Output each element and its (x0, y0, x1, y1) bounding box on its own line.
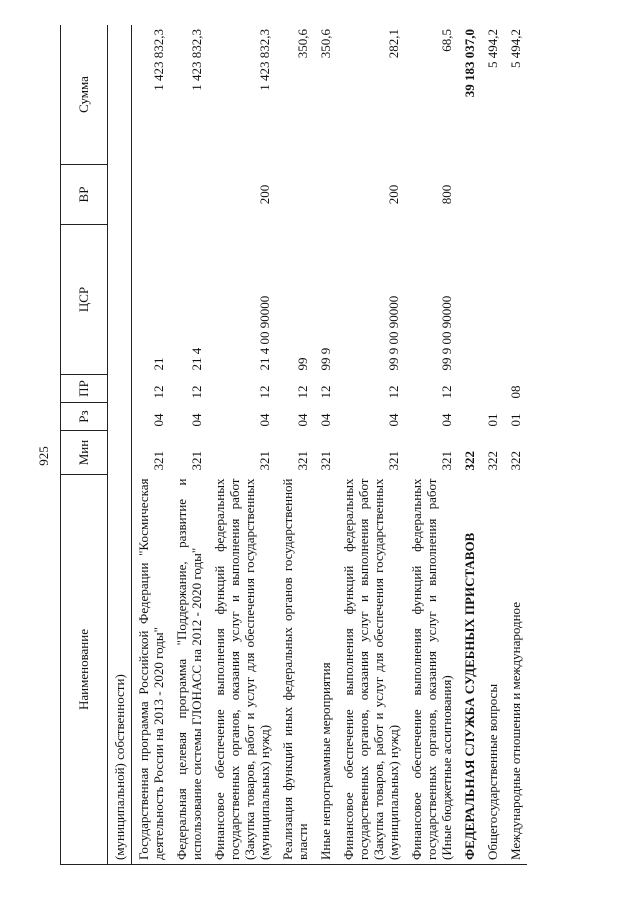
header-min: Мин (61, 431, 108, 475)
row-csr (108, 225, 132, 375)
row-sum: 1 423 832,3 (132, 25, 171, 165)
row-vr (481, 165, 504, 225)
row-csr: 99 (295, 357, 310, 371)
row-rz: 01 (485, 413, 500, 427)
row-name: Общегосударственные вопросы (481, 475, 504, 865)
row-rz: 04 (295, 413, 310, 427)
row-vr (314, 165, 337, 225)
row-min: 321 (386, 451, 401, 471)
header-vr: ВР (61, 165, 108, 225)
row-name: Федеральная целевая программа "Поддержание, развитие и использование системы ГЛОНАСС на 2012 - 2020 годы" (170, 475, 208, 865)
header-pr: ПР (61, 375, 108, 403)
row-vr (276, 165, 314, 225)
table-header-row (61, 25, 108, 865)
row-min: 322 (462, 451, 477, 471)
row-vr: 200 (257, 184, 272, 205)
row-csr (504, 225, 527, 375)
row-csr: 21 4 00 90000 (257, 295, 272, 371)
row-min: 322 (508, 451, 523, 471)
row-rz: 04 (189, 413, 204, 427)
row-pr: 12 (189, 385, 204, 399)
row-vr: 800 (439, 184, 454, 205)
row-sum: 5 494,2 (504, 25, 527, 165)
row-pr: 12 (257, 385, 272, 399)
row-sum: 1 423 832,3 (170, 25, 208, 165)
row-rz: 04 (318, 413, 333, 427)
row-csr (458, 225, 481, 375)
row-min: 321 (257, 451, 272, 471)
row-min: 321 (151, 451, 166, 471)
row-vr (504, 165, 527, 225)
row-name: Финансовое обеспечение выполнения функций федеральных государственных органов, оказания услуг и выполнения работ (Закупка товаров, работ и услуг для обеспечения государственных (муниципальных) нужд) (208, 475, 276, 865)
row-csr (481, 225, 504, 375)
row-rz: 01 (508, 413, 523, 427)
row-min: 321 (439, 451, 454, 471)
row-min: 321 (189, 451, 204, 471)
table-row (337, 25, 405, 865)
table-row (504, 25, 527, 865)
row-name: Государственная программа Российской Федерации "Космическая деятельность России на 2013 - 2020 годы" (132, 475, 171, 865)
row-pr: 08 (508, 385, 523, 399)
row-vr (132, 165, 171, 225)
page-number: 925 (36, 446, 51, 466)
row-pr: 12 (439, 385, 454, 399)
row-rz (458, 403, 481, 431)
row-csr: 21 (151, 357, 166, 371)
row-pr: 12 (295, 385, 310, 399)
row-sum: 282,1 (337, 25, 405, 165)
table-row (108, 25, 132, 865)
budget-table-sheet (60, 25, 580, 865)
row-sum: 1 423 832,3 (208, 25, 276, 165)
row-csr: 21 4 (189, 347, 204, 371)
row-min: 321 (318, 451, 333, 471)
row-sum: 39 183 037,0 (458, 25, 481, 165)
row-csr: 99 9 00 90000 (439, 295, 454, 371)
row-pr (458, 375, 481, 403)
row-rz (108, 403, 132, 431)
row-sum: 68,5 (405, 25, 458, 165)
row-min: 322 (485, 451, 500, 471)
row-rz: 04 (151, 413, 166, 427)
row-vr: 200 (386, 184, 401, 205)
row-min: 321 (295, 451, 310, 471)
row-name: Финансовое обеспечение выполнения функций федеральных государственных органов, оказания услуг и выполнения работ (Закупка товаров, работ и услуг для обеспечения государственных (муниципальных) нужд) (337, 475, 405, 865)
row-min (108, 431, 132, 475)
row-name: (муниципальной) собственности) (108, 475, 132, 865)
table-row (276, 25, 314, 865)
row-name: Реализация функций иных федеральных органов государственной власти (276, 475, 314, 865)
row-name: ФЕДЕРАЛЬНАЯ СЛУЖБА СУДЕБНЫХ ПРИСТАВОВ (458, 475, 481, 865)
header-rz: Рз (61, 403, 108, 431)
row-rz: 04 (257, 413, 272, 427)
table-row (170, 25, 208, 865)
row-name: Иные непрограммные мероприятия (314, 475, 337, 865)
table-row (208, 25, 276, 865)
row-pr: 12 (151, 385, 166, 399)
budget-table (60, 25, 527, 865)
table-row-agency (458, 25, 481, 865)
row-sum (108, 25, 132, 165)
table-row (314, 25, 337, 865)
table-row (405, 25, 458, 865)
row-name: Международные отношения и международное (504, 475, 527, 865)
table-row (481, 25, 504, 865)
rotated-page (60, 25, 580, 865)
row-vr (170, 165, 208, 225)
row-sum: 5 494,2 (481, 25, 504, 165)
row-vr (458, 165, 481, 225)
row-name: Финансовое обеспечение выполнения функций федеральных государственных органов, оказания услуг и выполнения работ (Иные бюджетные ассигнования) (405, 475, 458, 865)
row-pr (481, 375, 504, 403)
row-sum: 350,6 (276, 25, 314, 165)
row-pr: 12 (386, 385, 401, 399)
table-row (132, 25, 171, 865)
row-csr: 99 9 00 90000 (386, 295, 401, 371)
header-name: Наименование (61, 475, 108, 865)
row-rz: 04 (439, 413, 454, 427)
row-sum: 350,6 (314, 25, 337, 165)
header-sum: Сумма (61, 25, 108, 165)
header-csr: ЦСР (61, 225, 108, 375)
row-vr (108, 165, 132, 225)
row-pr: 12 (318, 385, 333, 399)
row-rz: 04 (386, 413, 401, 427)
row-pr (108, 375, 132, 403)
row-csr: 99 9 (318, 347, 333, 371)
